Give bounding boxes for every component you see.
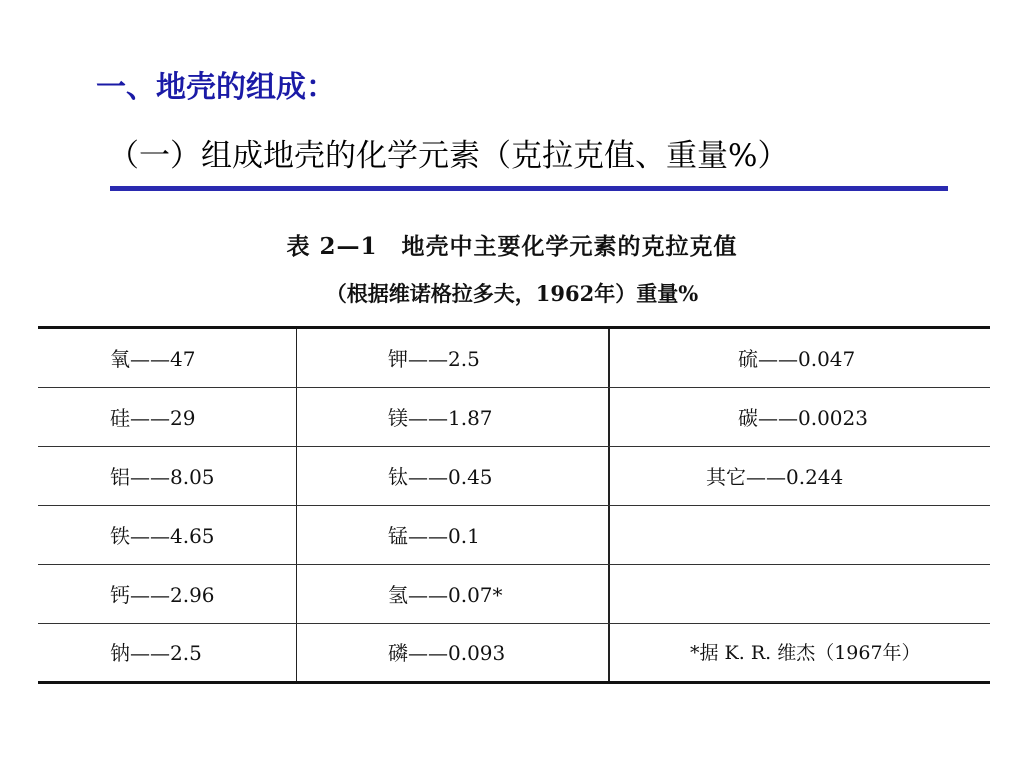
row-divider — [38, 505, 990, 506]
table-footnote: *据 K. R. 维杰（1967年） — [690, 642, 921, 664]
row-divider — [38, 387, 990, 388]
row-divider — [38, 446, 990, 447]
table-cell: 铁——4.65 — [110, 524, 215, 548]
table-cell: 氧——47 — [110, 347, 196, 371]
table-cell: 磷——0.093 — [388, 641, 506, 665]
table-cell: 其它——0.244 — [706, 465, 844, 489]
table-cell: 钙——2.96 — [110, 583, 215, 607]
table-caption-title: 表 2—1 地壳中主要化学元素的克拉克值 — [286, 233, 738, 260]
table-cell: 硫——0.047 — [738, 347, 856, 371]
table-cell: 钾——2.5 — [388, 347, 480, 371]
table-cell: 钛——0.45 — [388, 465, 493, 489]
row-divider — [38, 623, 990, 624]
table-caption-source: （根据维诺格拉多夫，1962年）重量% — [325, 281, 699, 306]
table-cell: 氢——0.07* — [388, 583, 503, 607]
slide-subheading: （一）组成地壳的化学元素（克拉克值、重量%） — [108, 138, 789, 174]
table-cell: 镁——1.87 — [388, 406, 493, 430]
table-cell: 硅——29 — [110, 406, 196, 430]
table-cell: 锰——0.1 — [388, 524, 480, 548]
row-divider — [38, 564, 990, 565]
table-cell: 碳——0.0023 — [738, 406, 868, 430]
clarke-value-table — [38, 326, 990, 684]
slide-heading: 一、地壳的组成： — [96, 70, 336, 105]
heading-divider — [110, 186, 948, 191]
table-cell: 钠——2.5 — [110, 641, 202, 665]
table-cell: 铝——8.05 — [110, 465, 215, 489]
